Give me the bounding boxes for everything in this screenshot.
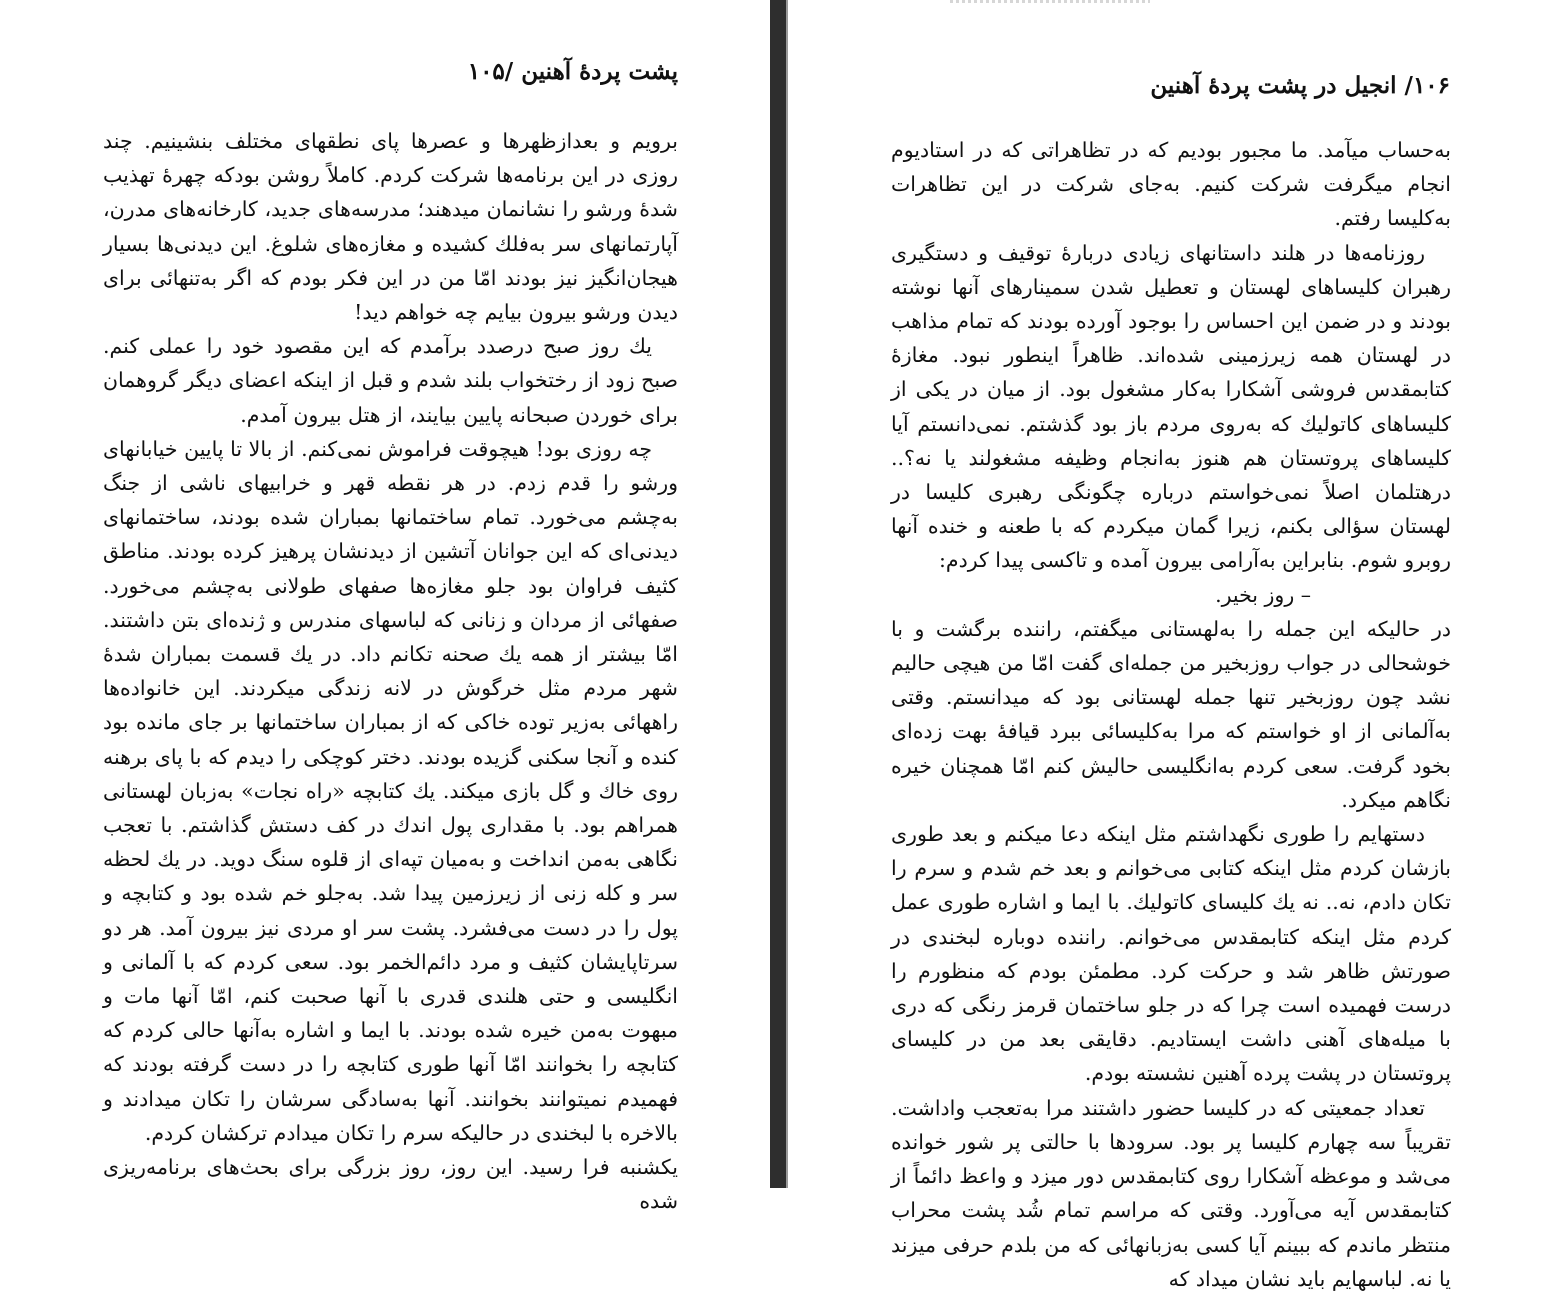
right-paragraph-3: در حالیکه این جمله را به‌لهستانی میگفتم، راننده برگشت و با خوشحالی در جواب روزبخیر من جمله‌ای گفت امّا من هیچی حالیم نشد چون روزبخیر تنها جمله لهستانی بود که میدانستم. وقتی به‌آلمانی از او خواستم که مرا به‌کلیسائی ببرد قیافهٔ بهت زده‌ای بخود گرفت. سعی کردم به‌انگلیسی حالیش کنم امّا همچنان خیره نگاهم میکرد. — [891, 616, 1451, 812]
left-page — [0, 0, 770, 1214]
left-page-body — [103, 124, 678, 1219]
left-paragraph-4: یکشنبه فرا رسید. این روز، روز بزرگی برای بحث‌های برنامه‌ریزی شده — [103, 1155, 678, 1214]
left-paragraph-2: یك روز صبح درصدد برآمدم که این مقصود خود را عملی کنم. صبح زود از رختخواب بلند شدم و قبل از اینکه اعضای دیگر گروهمان برای خوردن صبحانه پایین بیایند، از هتل بیرون آمدم. — [103, 334, 678, 427]
scan-scuff — [950, 0, 1150, 3]
right-page-header: ۱۰۶/ انجیل در پشت پردهٔ آهنین — [1150, 72, 1450, 99]
left-paragraph-3: چه روزی بود! هیچوقت فراموش نمی‌کنم. از بالا تا پایین خیابانهای ورشو را قدم زدم. در هر نقطه قهر و خرابیهای ناشی از جنگ به‌چشم می‌خورد. تمام ساختمانها بمباران شده بودند، ساختمانهای دیدنی‌ای که این جوانان آتشین از دیدنشان پرهیز کرده بودند. مناطق کثیف فراوان بود جلو مغازه‌ها صفهای طولانی به‌چشم می‌خورد. صفهائی از مردان و زنانی که لباسهای مندرس و ژنده‌ای بتن داشتند. امّا بیشتر از همه یك صحنه تکانم داد. در یك قسمت بمباران شدهٔ شهر مردم مثل خرگوش در لانه زندگی میکردند. این خانواده‌ها راههائی به‌زیر توده خاکی که از بمباران ساختمانها بر جای مانده بود کنده و آنجا سکنی گزیده بودند. دختر کوچکی را دیدم که با پای برهنه روی خاك و گل بازی میکند. یك کتابچه «راه نجات» به‌زبان لهستانی همراهم بود. با مقداری پول اندك در کف دستش گذاشتم. با تعجب نگاهی به‌من انداخت و به‌میان تپه‌ای از قلوه سنگ دوید. در یك لحظه سر و کله زنی از زیرزمین پیدا شد. به‌جلو خم شده بود و کتابچه و پول را در دست می‌فشرد. پشت سر او مردی نیز بیرون آمد. هر دو سرتاپایشان کثیف و مرد دائم‌الخمر بود. سعی کردم که با آلمانی و انگلیسی و حتی هلندی قدری با آنها صحبت کنم، امّا آنها مات و مبهوت به‌من خیره شده بودند. با ایما و اشاره به‌آنها حالی کردم که کتابچه را بخوانند امّا آنها طوری کتابچه را در دست گرفته بودند که فهمیدم نمیتوانند بخوانند. آنها به‌سادگی سرشان را تکان میدادند و بالاخره با لبخندی در حالیکه سرم را تکان میدادم ترکشان کردم. — [103, 436, 678, 1145]
left-page-header: پشت پردهٔ آهنین /۱۰۵ — [467, 58, 678, 85]
right-paragraph-4: دستهایم را طوری نگهداشتم مثل اینکه دعا میکنم و بعد طوری بازشان کردم مثل اینکه کتابی می‌خوانم و بعد خم شدم و سرم را تکان دادم، نه.. نه یك کلیسای کاتولیك. با ایما و اشاره طوری عمل کردم مثل اینکه کتابمقدس می‌خوانم. راننده دوباره لبخندی در صورتش ظاهر شد و حرکت کرد. مطمئن بودم که منظورم را درست فهمیده است چرا که در جلو ساختمان قرمز رنگی که دری با میله‌های آهنی داشت ایستادیم. دقایقی بعد من در کلیسای پروتستان در پشت پرده آهنین نشسته بودم. — [891, 822, 1451, 1086]
right-paragraph-5: تعداد جمعیتی که در کلیسا حضور داشتند مرا به‌تعجب واداشت. تقریباً سه چهارم کلیسا پر بود. سرودها با حالتی پر شور خوانده می‌شد و موعظه آشکارا روی کتابمقدس دور میزد و واعظ دائماً از کتابمقدس آیه می‌آورد. وقتی که مراسم تمام شُد پشت محراب منتظر ماندم که ببینم آیا کسی به‌زبانهائی که من بلدم حرفی میزند یا نه. لباسهایم باید نشان میداد که — [891, 1095, 1451, 1291]
right-paragraph-2: روزنامه‌ها در هلند داستانهای زیادی دربارهٔ توقیف و دستگیری رهبران کلیساهای لهستان و تعطیل شدن سمینارهای آنها نوشته بودند و در ضمن این احساس را بوجود آورده بودند که تمام مذاهب در لهستان همه زیرزمینی شده‌اند. ظاهراً اینطور نبود. مغازهٔ کتابمقدس فروشی آشکارا به‌کار مشغول بود. از میان در یکی از کلیساهای کاتولیك که به‌روی مردم باز بود گذشتم. نمی‌دانستم آیا کلیساهای پروتستان هم هنوز به‌انجام وظیفه مشغولند یا نه؟.. درهتلمان اصلاً نمی‌خواستم درباره چگونگی رهبری کلیسا در لهستان سؤالی بکنم، زیرا گمان میکردم که با طعنه و خنده آنها روبرو شوم. بنابراین به‌آرامی بیرون آمده و تاکسی پیدا کردم: — [891, 240, 1451, 573]
right-page — [788, 0, 1558, 1291]
right-page-body — [891, 133, 1451, 1296]
left-paragraph-1: برویم و بعدازظهرها و عصرها پای نطقهای مختلف بنشینیم. چند روزی در این برنامه‌ها شرکت کردم. کاملاً روشن بودکه چهرهٔ تهذیب شدهٔ ورشو را نشانمان میدهند؛ مدرسه‌های جدید، کارخانه‌های مدرن، آپارتمانهای سر به‌فلك کشیده و مغازه‌های شلوغ. این دیدنی‌ها بسیار هیجان‌انگیز نیز بودند امّا من در این فکر بودم که اگر به‌تنهائی برای دیدن ورشو بیرون بیایم چه خواهم دید! — [103, 129, 678, 325]
right-paragraph-1: به‌حساب میآمد. ما مجبور بودیم که در تظاهراتی که در استادیوم انجام میگرفت شرکت کنیم. به‌جای شرکت در این تظاهرات به‌کلیسا رفتم. — [891, 138, 1451, 231]
right-dialog-line: – روز بخیر. — [1215, 582, 1311, 607]
